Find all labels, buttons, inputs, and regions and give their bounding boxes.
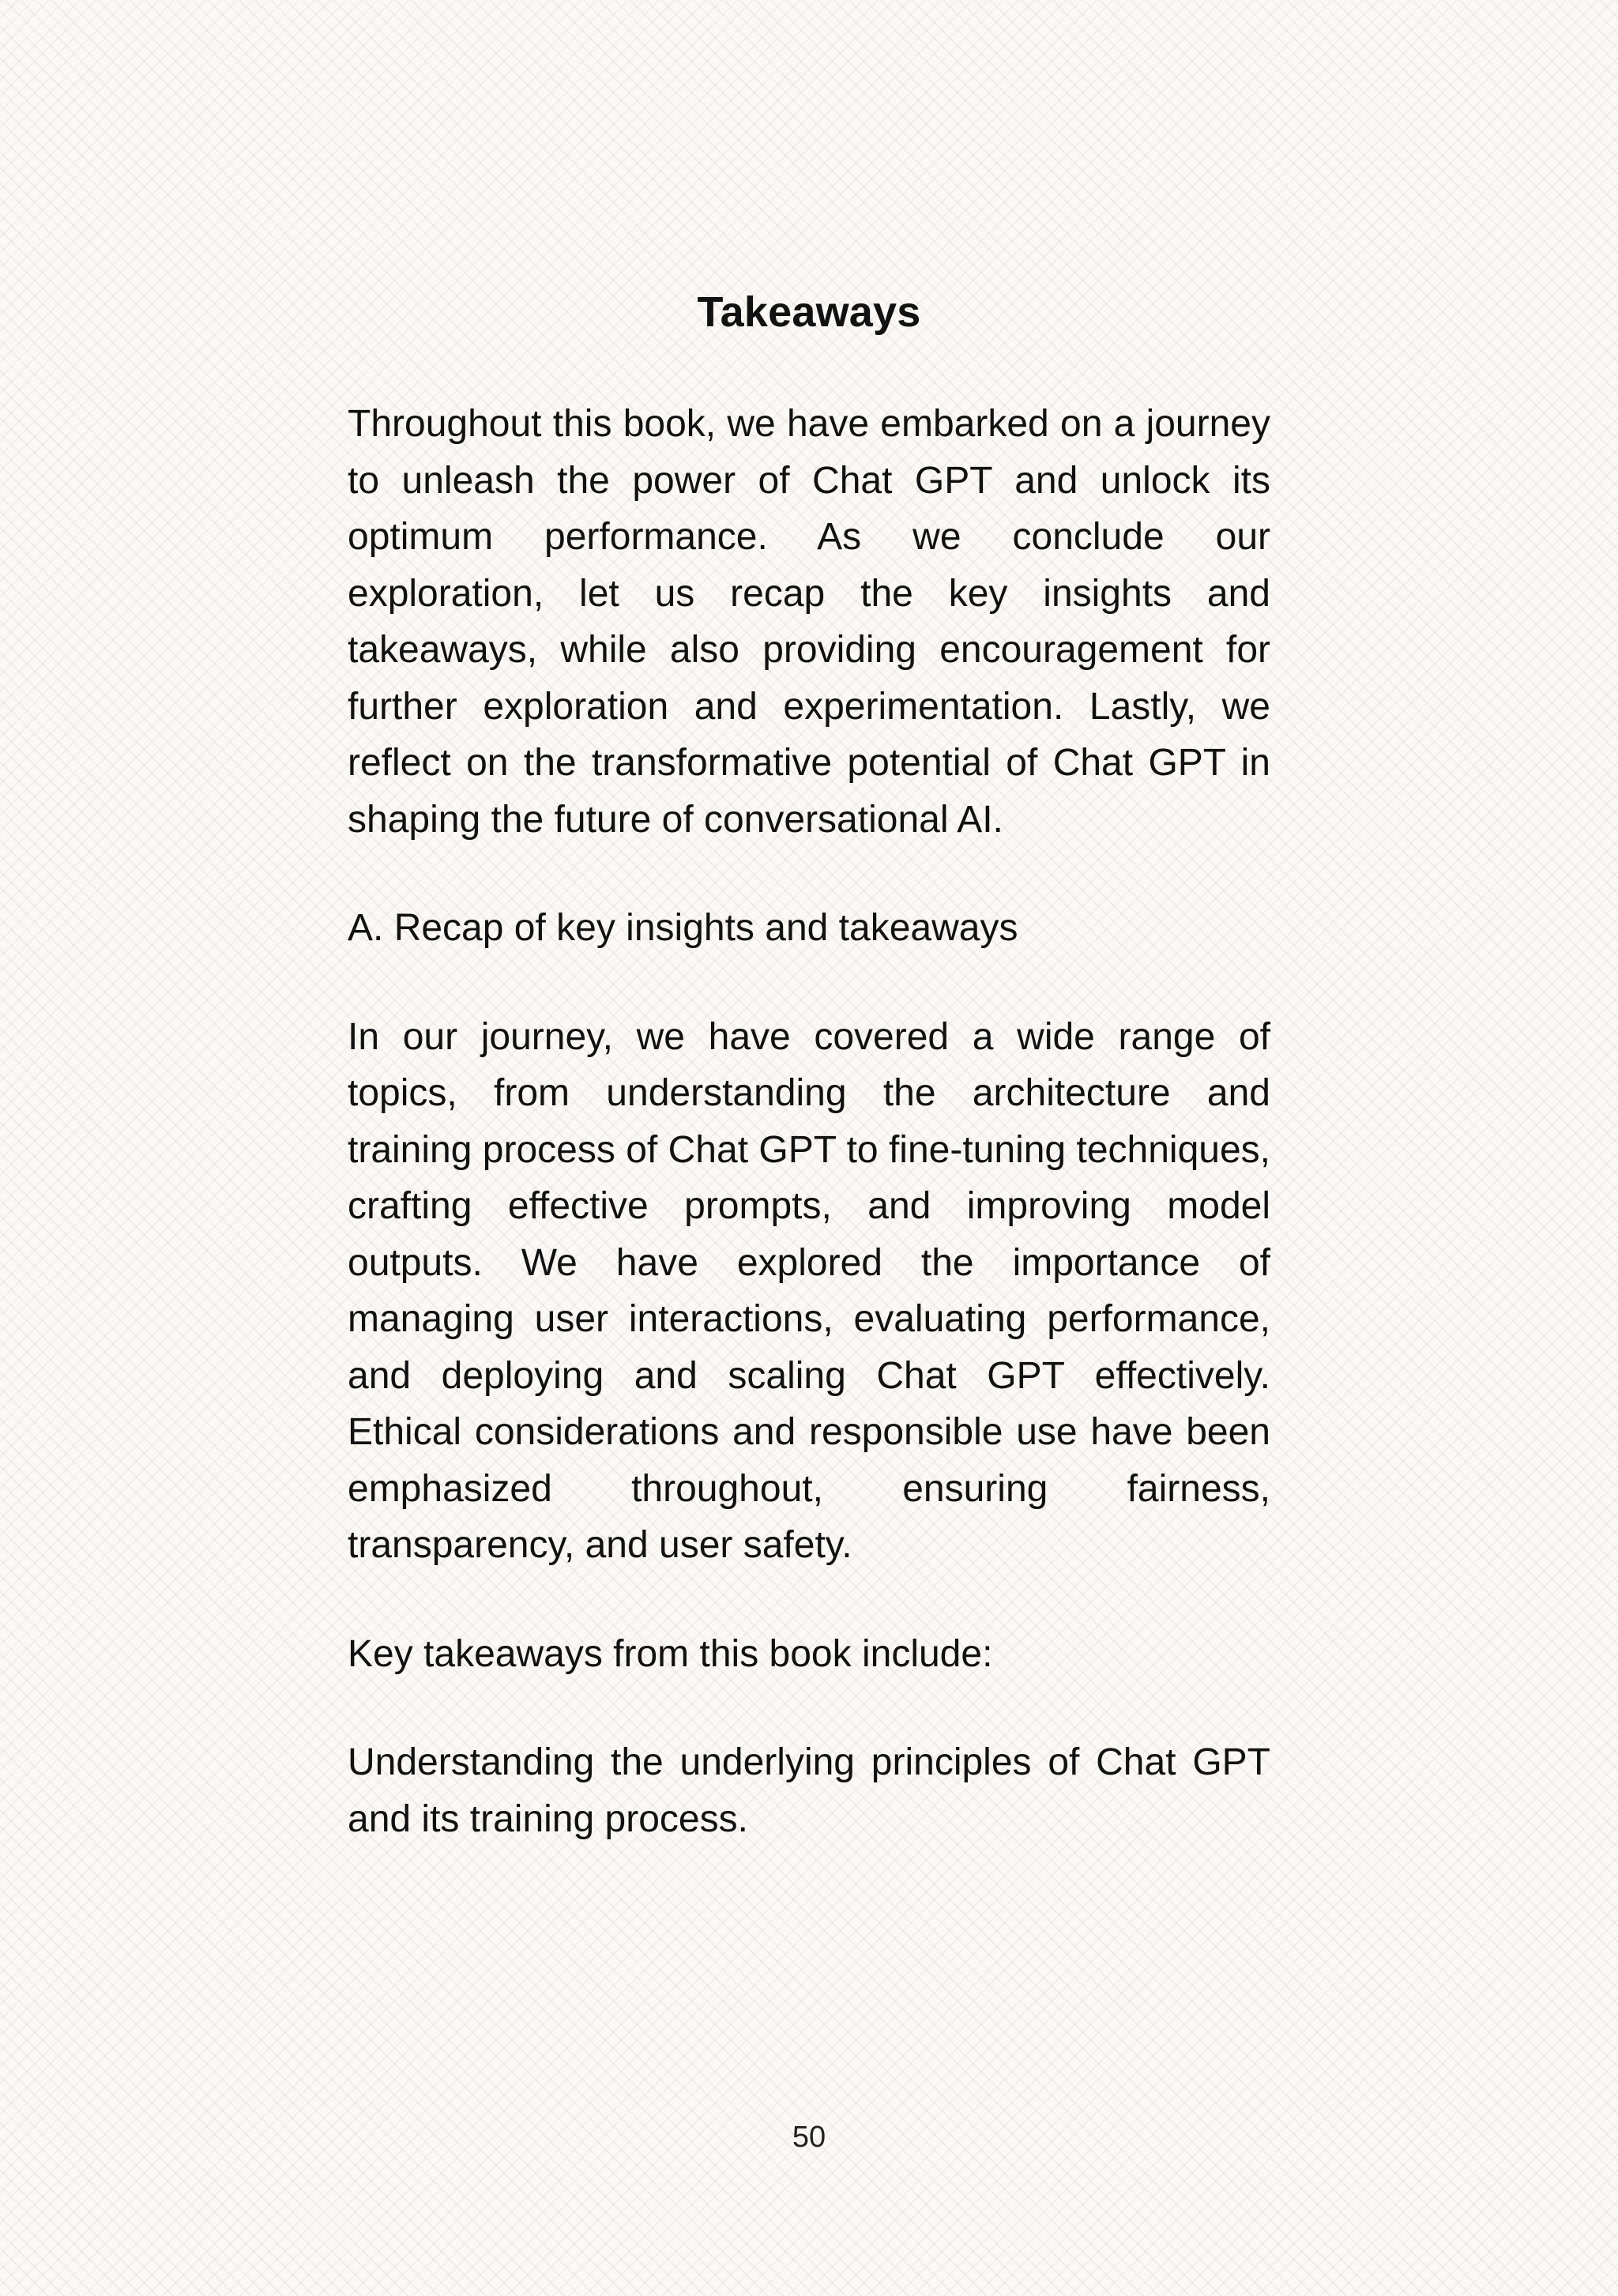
page-content — [348, 280, 1270, 1847]
key-takeaways-intro: Key takeaways from this book include: — [348, 1632, 993, 1675]
section-heading-recap: A. Recap of key insights and takeaways — [348, 907, 1018, 949]
intro-paragraph: Throughout this book, we have embarked on a journey to unleash the power of Chat GPT and unlock its optimum performance. As we conclude our exploration, let us recap the key insights and takeaways, while also providing encouragement for further exploration and experimentation. Lastly, we reflect on the transformative potential of Chat GPT in shaping the future of conversational AI. — [348, 403, 1270, 841]
takeaway-item: Understanding the underlying principles of Chat GPT and its training process. — [348, 1741, 1270, 1840]
page-title: Takeaways — [697, 288, 921, 336]
page-number: 50 — [792, 2121, 826, 2154]
journey-paragraph: In our journey, we have covered a wide range of topics, from understanding the architecture and training process of Chat GPT to fine-tuning techniques, crafting effective prompts, and improving model outputs. We have explored the importance of managing user interactions, evaluating performance, and deploying and scaling Chat GPT effectively. Ethical considerations and responsible use have been emphasized throughout, ensuring fairness, transparency, and user safety. — [348, 1015, 1270, 1566]
